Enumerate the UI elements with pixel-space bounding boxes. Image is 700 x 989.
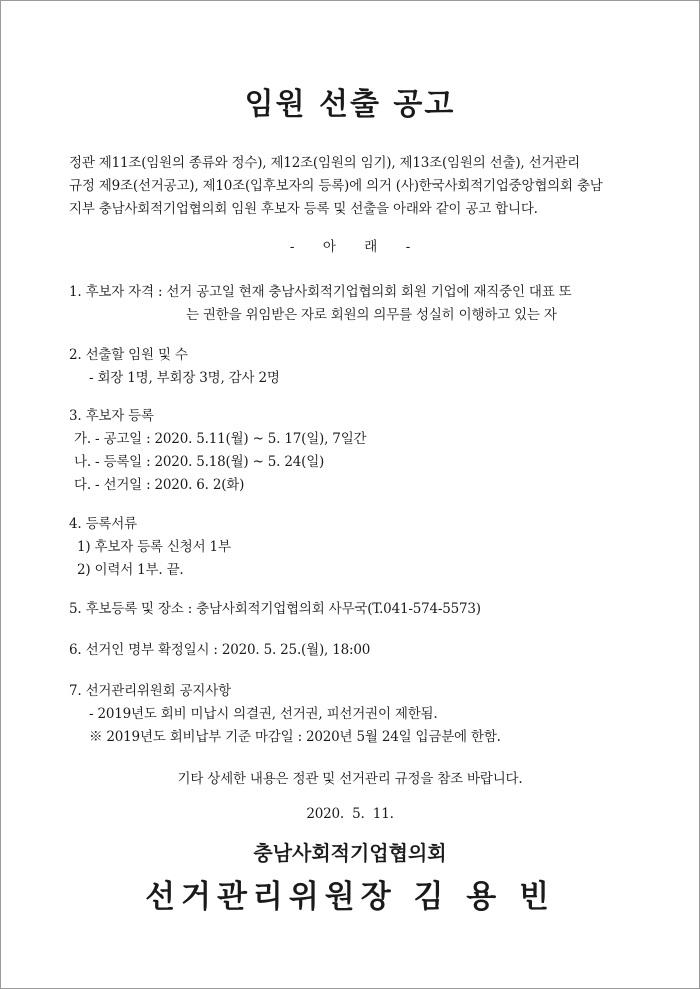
section-7-heading: 7. 선거관리위원회 공지사항 [69, 683, 231, 699]
section-5: 5. 후보등록 및 장소 : 충남사회적기업협의회 사무국(T.041-574-5573) [69, 601, 481, 617]
intro-line-1: 정관 제11조(임원의 종류와 정수), 제12조(임원의 임기), 제13조(임원의 선출), 선거관리 [69, 155, 580, 171]
section-4-item: 2) 이력서 1부. 끝. [77, 562, 184, 578]
section-7-item-1: - 2019년도 회비 미납시 의결권, 선거권, 피선거권이 제한됨. [89, 706, 438, 722]
organization-name: 충남사회적기업협의회 [253, 841, 447, 865]
section-2-heading: 2. 선출할 임원 및 수 [69, 347, 188, 363]
closing-note: 기타 상세한 내용은 정관 및 선거관리 규정을 참조 바랍니다. [177, 771, 523, 787]
intro-line-2: 규정 제9조(선거공고), 제10조(입후보자의 등록)에 의거 (사)한국사회적기업중앙협의회 충남 [69, 178, 603, 194]
notice-date: 2020. 5. 11. [306, 806, 394, 822]
section-1-line-1: 1. 후보자 자격 : 선거 공고일 현재 충남사회적기업협의회 회원 기업에 재직중인 대표 또 [69, 284, 572, 300]
chairman-signature: 선거관리위원장 김 용 빈 [145, 879, 555, 915]
document-title: 임원 선출 공고 [244, 87, 456, 122]
section-7-item-2: ※ 2019년도 회비납부 기준 마감일 : 2020년 5월 24일 입금분에 한함. [89, 729, 501, 745]
section-3-heading: 3. 후보자 등록 [69, 408, 154, 424]
section-2-item: - 회장 1명, 부회장 3명, 감사 2명 [89, 370, 280, 386]
below-marker: - 아 래 - [289, 239, 411, 255]
section-6: 6. 선거인 명부 확정일시 : 2020. 5. 25.(월), 18:00 [69, 642, 371, 658]
section-4-heading: 4. 등록서류 [69, 516, 137, 532]
section-1-line-2: 는 권한을 위임받은 자로 회원의 의무를 성실히 이행하고 있는 자 [186, 307, 557, 323]
intro-line-3: 지부 충남사회적기업협의회 임원 후보자 등록 및 선출을 아래와 같이 공고 합니다. [69, 201, 538, 217]
section-3-item: 다. - 선거일 : 2020. 6. 2(화) [74, 477, 245, 493]
section-3-item: 나. - 등록일 : 2020. 5.18(월) ~ 5. 24(일) [74, 454, 325, 470]
section-4-item: 1) 후보자 등록 신청서 1부 [77, 539, 231, 555]
section-3-item: 가. - 공고일 : 2020. 5.11(월) ~ 5. 17(일), 7일간 [74, 431, 367, 447]
